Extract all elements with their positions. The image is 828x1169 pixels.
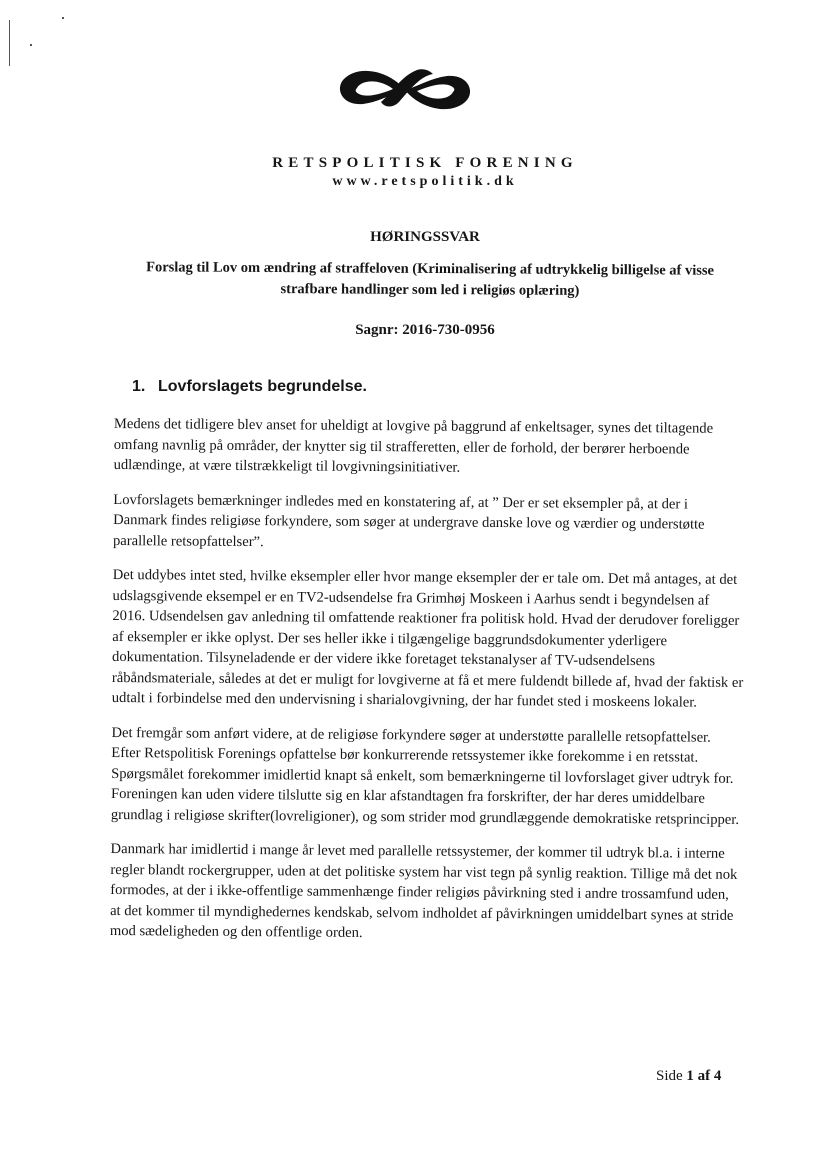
document-title: Forslag til Lov om ændring af straffeloven (Kriminalisering af udtrykkelig billigelse af visse strafbare handlinger som led i religiøs oplæring): [146, 259, 715, 299]
organization-logo: [337, 62, 473, 118]
paragraph: Danmark har imidlertid i mange år levet med parallelle retssystemer, der kommer til udtryk bl.a. i interne regler blandt rockergrupper, uden at det politiske system har vist tegn på synlig reaktion. Tillige må det nok formodes, at der i ikke-offentlige sammenhænge finder religiøs påvirkning sted i andre trossamfund uden, at det kommer til myndighedernes kendskab, selvom indholdet af påvirkningen umiddelbart synes at stride mod sædeligheden og den offentlige orden.: [109, 840, 738, 941]
paragraph: Medens det tidligere blev anset for uheldigt at lovgive på baggrund af enkeltsager, synes det tiltagende omfang navnlig på områder, der knytter sig til strafferetten, eller de forhold, der berører herboende udlændinge, at være tilstrækkeligt til lovgivningsinitiativer.: [113, 415, 714, 476]
body-text: [110, 414, 746, 960]
page-separator: af: [697, 1068, 711, 1084]
organization-name: RETSPOLITISK FORENING: [272, 155, 578, 171]
scan-artifact-dot: [30, 44, 32, 46]
page-total: 4: [713, 1068, 722, 1084]
document-type: HØRINGSSVAR: [370, 229, 480, 245]
paragraph: Det uddybes intet sted, hvilke eksempler eller hvor mange eksempler der er tale om. Det må antages, at det udslagsgivende eksempel er en TV2-udsendelse fra Grimhøj Moskeen i Aarhus sendt i begyndelsen af 2016. Udsendelsen gav anledning til omfattende reaktioner fra politisk hold. Hvad der derudover foreligger af eksempler er ikke oplyst. Der ses heller ikke i tilgængelige baggrundsdokumenter yderligere dokumentation. Tilsyneladende er der videre ikke foretaget tekstanalyser af TV-udsendelsens råbåndsmateriale, således at det er muligt for lovgiverne at få et mere fuldendt billede af, hvad der faktisk er udtalt i forbindelse med den undervisning i sharialovgivning, der har fundet sted i moskeens lokaler.: [111, 566, 744, 711]
organization-website: www.retspolitik.dk: [332, 174, 518, 189]
page-prefix: Side: [656, 1068, 683, 1084]
case-number: Sagnr: 2016-730-0956: [355, 322, 495, 338]
scan-artifact-line: [9, 20, 10, 66]
paragraph: Lovforslagets bemærkninger indledes med en konstatering af, at ” Der er set eksempler på, at der i Danmark findes religiøse forkyndere, som søger at undergrave danske love og værdier og understøtte parallelle retsopfattelser”.: [112, 491, 705, 550]
scan-artifact-dot: [62, 17, 64, 19]
paragraph: Det fremgår som anført videre, at de religiøse forkyndere søger at understøtte parallelle retsopfattelser. Efter Retspolitisk Forenings opfattelse bør konkurrerende retssystemer ikke forekomme i en retsstat. Spørgsmålet forekommer imidlertid knapt så enkelt, som bemærkningerne til lovforslaget giver udtryk for. Foreningen kan uden videre tilslutte sig en klar afstandtagen fra forskrifter, der har deres umiddelbare grundlag i religiøse skrifter(lovreligioner), og som strider mod grundlæggende demokratiske retsprincipper.: [110, 724, 740, 828]
page-current: 1: [686, 1068, 694, 1084]
section-title: Lovforslagets begrundelse.: [158, 378, 367, 395]
page-number: [656, 1068, 721, 1085]
section-heading: [132, 378, 367, 396]
section-number: 1.: [132, 378, 146, 395]
